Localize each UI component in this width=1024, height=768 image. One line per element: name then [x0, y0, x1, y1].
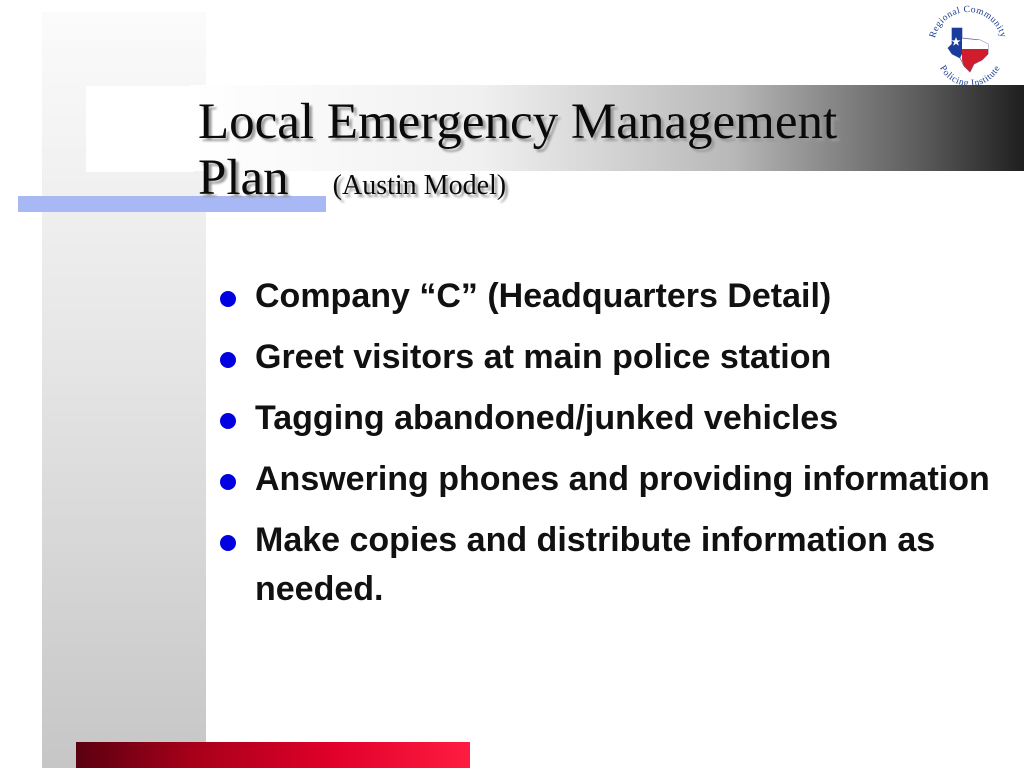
bullet-text: Greet visitors at main police station	[255, 338, 832, 376]
logo-bottom-text: Policing Institute	[937, 63, 1003, 86]
slide-subtitle: (Austin Model)	[332, 170, 507, 201]
logo-top-text: Regional Community	[928, 4, 1008, 40]
title-line-2	[198, 150, 1018, 214]
decorative-white-square	[86, 86, 194, 172]
accent-red-bar	[76, 742, 470, 768]
bullet-item	[212, 272, 1012, 321]
svg-text:Regional Community	[928, 5, 1008, 39]
bullet-text: Company “C” (Headquarters Detail)	[255, 277, 832, 315]
title-line-1: Local Emergency Management	[198, 94, 838, 150]
texas-shape	[948, 28, 988, 72]
bullet-item	[212, 333, 1012, 382]
slide-title	[198, 94, 1018, 214]
bullet-list	[212, 272, 1012, 626]
title-plan-text: Plan	[198, 150, 289, 206]
bullet-item	[212, 394, 1012, 443]
bullet-text: Tagging abandoned/junked vehicles	[255, 399, 839, 437]
texas-flag-map-icon	[922, 4, 1014, 86]
bullet-dot-icon	[220, 291, 236, 307]
bullet-dot-icon	[220, 535, 236, 551]
bullet-dot-icon	[220, 413, 236, 429]
bullet-dot-icon	[220, 474, 236, 490]
bullet-item	[212, 455, 1012, 504]
bullet-dot-icon	[220, 352, 236, 368]
bullet-text: Answering phones and providing information	[255, 460, 990, 498]
bullet-text: Make copies and distribute information as needed.	[255, 521, 936, 608]
bullet-item	[212, 516, 1012, 614]
rcpi-logo	[922, 4, 1014, 86]
